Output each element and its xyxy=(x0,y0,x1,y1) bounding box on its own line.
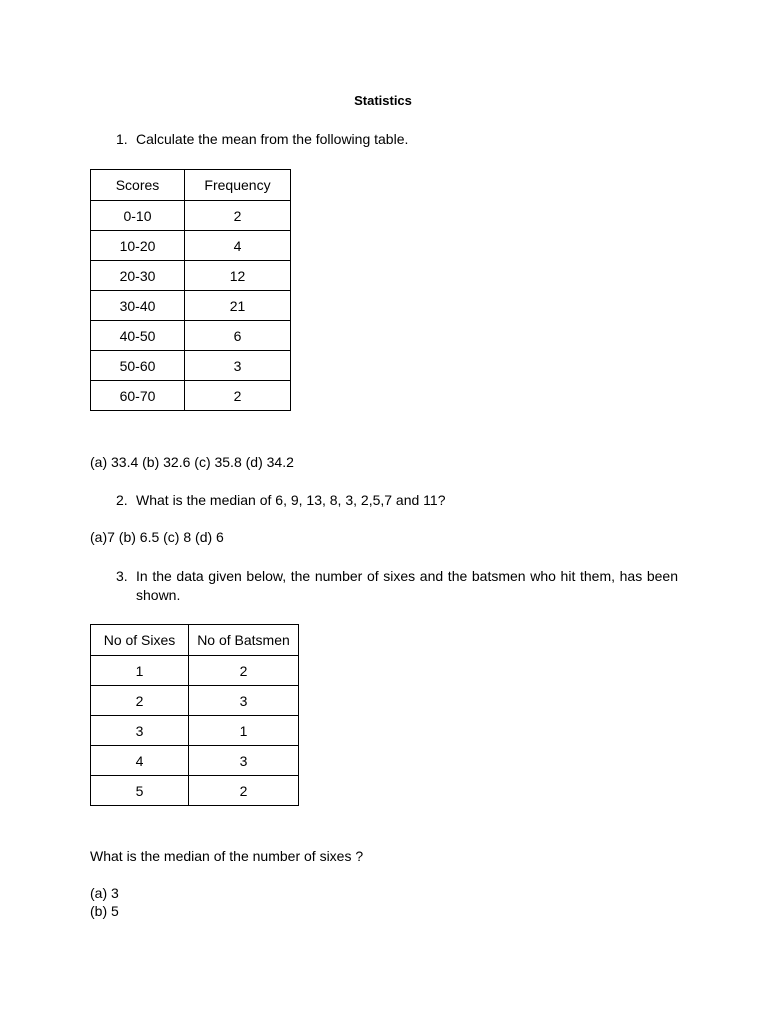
table-cell: 2 xyxy=(185,201,291,231)
table-header-row xyxy=(91,170,291,201)
table-cell: 3 xyxy=(189,746,299,776)
table-cell: 12 xyxy=(185,261,291,291)
question-number: 3. xyxy=(116,568,128,584)
table-cell: 1 xyxy=(189,716,299,746)
table-header-cell: Scores xyxy=(91,170,185,201)
table-row xyxy=(91,201,291,231)
table-row xyxy=(91,321,291,351)
table-row xyxy=(91,231,291,261)
table-cell: 30-40 xyxy=(91,291,185,321)
table-row xyxy=(91,776,299,806)
table-cell: 2 xyxy=(189,776,299,806)
table-header-cell: Frequency xyxy=(185,170,291,201)
question-3 xyxy=(116,567,678,605)
table-cell: 50-60 xyxy=(91,351,185,381)
table-cell: 10-20 xyxy=(91,231,185,261)
table-cell: 0-10 xyxy=(91,201,185,231)
table-cell: 3 xyxy=(91,716,189,746)
table-cell: 5 xyxy=(91,776,189,806)
table-row xyxy=(91,656,299,686)
table-row xyxy=(91,686,299,716)
question-2 xyxy=(116,492,446,508)
question-text: What is the median of 6, 9, 13, 8, 3, 2,5,7 and 11? xyxy=(136,492,446,508)
table-cell: 3 xyxy=(185,351,291,381)
question-1-options: (a) 33.4 (b) 32.6 (c) 35.8 (d) 34.2 xyxy=(90,454,294,470)
table-cell: 4 xyxy=(185,231,291,261)
table-cell: 4 xyxy=(91,746,189,776)
table-row xyxy=(91,291,291,321)
table-cell: 40-50 xyxy=(91,321,185,351)
table-row xyxy=(91,746,299,776)
table-cell: 1 xyxy=(91,656,189,686)
table-row xyxy=(91,261,291,291)
table-cell: 2 xyxy=(185,381,291,411)
question-1 xyxy=(116,131,408,147)
page-title: Statistics xyxy=(354,93,412,108)
sixes-batsmen-table xyxy=(90,624,299,806)
scores-frequency-table xyxy=(90,169,291,411)
question-3-option-a: (a) 3 xyxy=(90,885,119,901)
question-3-median-question: What is the median of the number of sixes ? xyxy=(90,848,364,864)
question-text: Calculate the mean from the following table. xyxy=(136,131,409,147)
table-cell: 3 xyxy=(189,686,299,716)
question-text: In the data given below, the number of sixes and the batsmen who hit them, has been shown. xyxy=(136,568,678,603)
table-header-cell: No of Sixes xyxy=(91,625,189,656)
table-cell: 21 xyxy=(185,291,291,321)
table-cell: 20-30 xyxy=(91,261,185,291)
table-cell: 2 xyxy=(91,686,189,716)
table-row xyxy=(91,381,291,411)
table-header-cell: No of Batsmen xyxy=(189,625,299,656)
table-cell: 6 xyxy=(185,321,291,351)
question-2-options: (a)7 (b) 6.5 (c) 8 (d) 6 xyxy=(90,529,224,545)
table-header-row xyxy=(91,625,299,656)
table-row xyxy=(91,716,299,746)
table-cell: 2 xyxy=(189,656,299,686)
question-number: 1. xyxy=(116,131,128,147)
question-3-option-b: (b) 5 xyxy=(90,903,119,919)
table-row xyxy=(91,351,291,381)
question-number: 2. xyxy=(116,492,128,508)
table-cell: 60-70 xyxy=(91,381,185,411)
